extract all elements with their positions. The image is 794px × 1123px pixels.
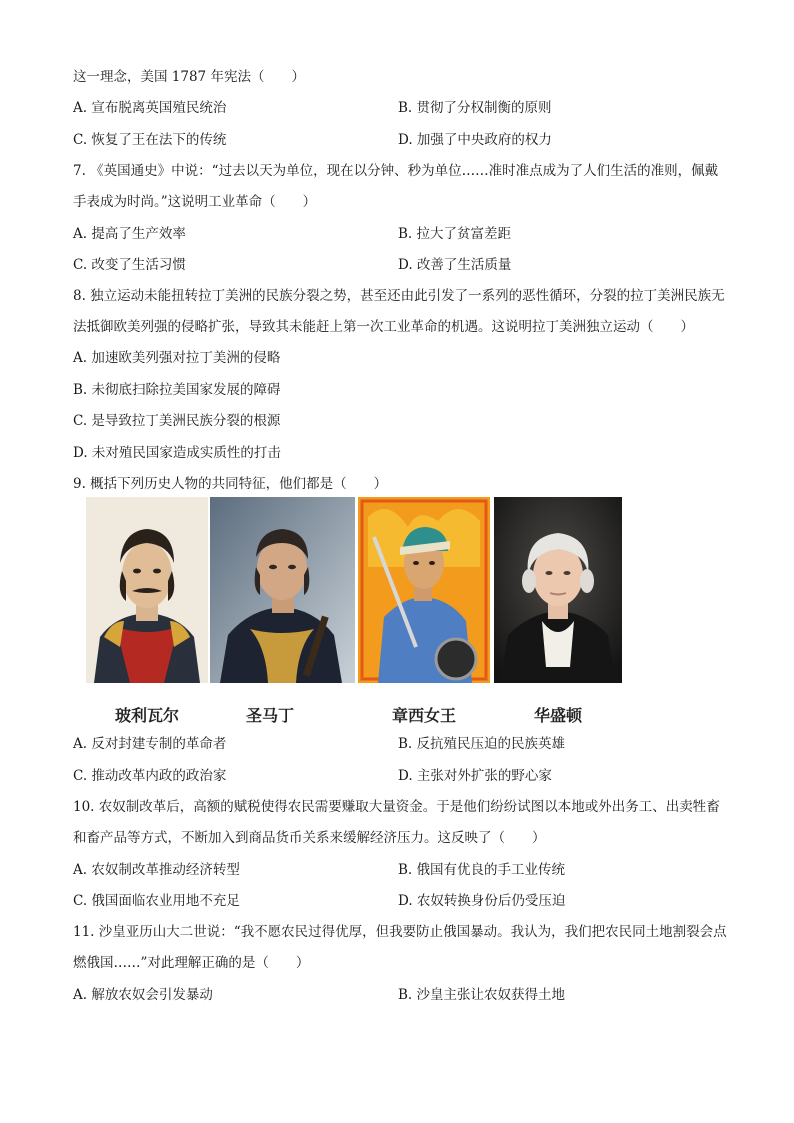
q10-option-a: A. 农奴制改革推动经济转型 (73, 862, 240, 878)
caption-san-martin: 圣马丁 (245, 706, 294, 725)
q10-option-c: C. 俄国面临农业用地不充足 (73, 893, 240, 909)
q6-option-c: C. 恢复了王在法下的传统 (73, 132, 227, 148)
q7-option-c: C. 改变了生活习惯 (73, 257, 186, 273)
q6-option-b: B. 贯彻了分权制衡的原则 (398, 100, 552, 116)
q8-stem: 8. 独立运动未能扭转拉丁美洲的民族分裂之势，甚至还由此引发了一系列的恶性循环，分裂的拉丁美洲民族无法抵御欧美列强的侵略扩张，导致其未能赶上第一次工业革命的机遇。这说明拉丁美洲独立运动（ ） (73, 288, 725, 335)
q9-option-d: D. 主张对外扩张的野心家 (398, 768, 552, 784)
caption-washington: 华盛顿 (533, 706, 582, 725)
q7-stem: 7. 《英国通史》中说：“过去以天为单位，现在以分钟、秒为单位……准时准点成为了人们生活的准则，佩戴手表成为时尚。”这说明工业革命（ ） (73, 163, 719, 210)
portrait-washington (494, 497, 622, 683)
caption-rani-of-jhansi: 章西女王 (391, 706, 456, 725)
q9-option-b: B. 反抗殖民压迫的民族英雄 (398, 736, 566, 752)
q9-option-c: C. 推动改革内政的政治家 (73, 768, 227, 784)
q8-option-b: B. 未彻底扫除拉美国家发展的障碍 (73, 382, 281, 398)
q11-option-a: A. 解放农奴会引发暴动 (73, 987, 213, 1003)
portrait-san-martin (210, 497, 355, 683)
caption-bolivar: 玻利瓦尔 (114, 706, 179, 725)
portrait-bolivar (86, 497, 208, 683)
q6-option-d: D. 加强了中央政府的权力 (398, 132, 552, 148)
q9-stem: 9. 概括下列历史人物的共同特征，他们都是（ ） (73, 476, 388, 492)
q11-option-b: B. 沙皇主张让农奴获得土地 (398, 987, 566, 1003)
q7-option-b: B. 拉大了贫富差距 (398, 226, 512, 242)
q7-option-a: A. 提高了生产效率 (73, 226, 186, 242)
q8-option-c: C. 是导致拉丁美洲民族分裂的根源 (73, 413, 281, 429)
q10-option-b: B. 俄国有优良的手工业传统 (398, 862, 566, 878)
q8-option-a: A. 加速欧美列强对拉丁美洲的侵略 (73, 350, 281, 366)
q9-option-a: A. 反对封建专制的革命者 (73, 736, 227, 752)
q6-option-a: A. 宣布脱离英国殖民统治 (73, 100, 227, 116)
q7-option-d: D. 改善了生活质量 (398, 257, 512, 273)
portrait-rani-of-jhansi (358, 497, 490, 683)
q11-stem: 11. 沙皇亚历山大二世说：“我不愿农民过得优厚，但我要防止俄国暴动。我认为，我们把农民同土地割裂会点燃俄国……”对此理解正确的是（ ） (73, 924, 727, 971)
q6-stem: 这一理念，美国 1787 年宪法（ ） (73, 69, 305, 85)
q8-option-d: D. 未对殖民国家造成实质性的打击 (73, 445, 281, 461)
q10-stem: 10. 农奴制改革后，高额的赋税使得农民需要赚取大量资金。于是他们纷纷试图以本地或外出务工、出卖牲畜和畜产品等方式，不断加入到商品货币关系来缓解经济压力。这反映了（ ） (73, 799, 720, 846)
q10-option-d: D. 农奴转换身份后仍受压迫 (398, 893, 566, 909)
